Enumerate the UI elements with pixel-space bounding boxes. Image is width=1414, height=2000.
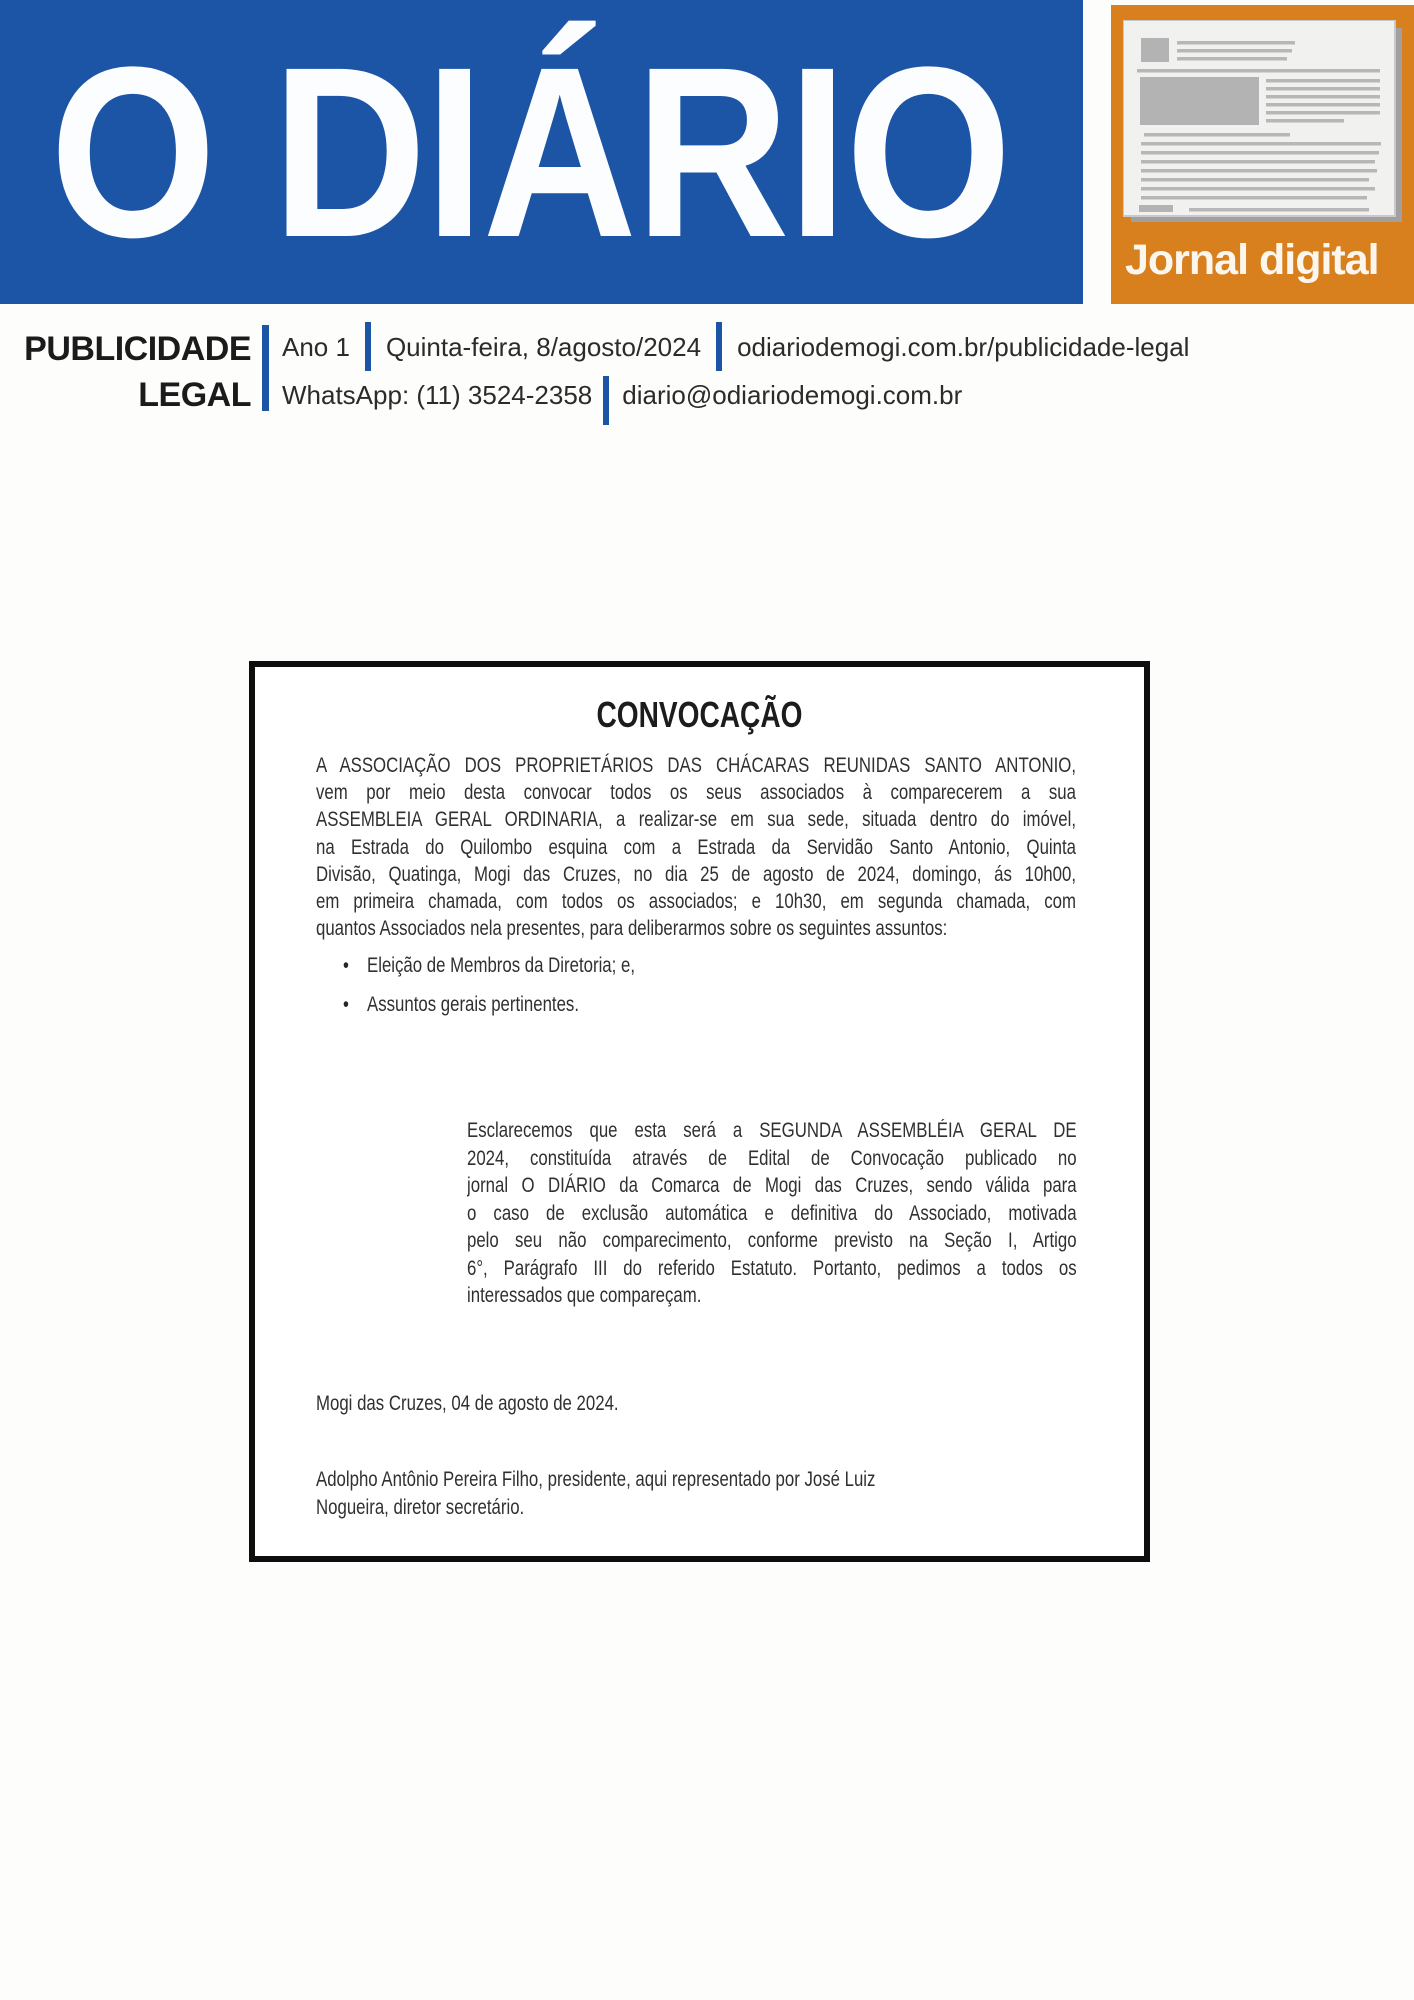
masthead-logo-panel xyxy=(0,0,1083,304)
paragraph-line: jornal O DIÁRIO da Comarca de Mogi das Cruzes, sendo válida para xyxy=(467,1174,1077,1197)
notice-signature xyxy=(316,1466,1076,1522)
section-title xyxy=(0,326,251,418)
digital-badge-panel xyxy=(1111,5,1414,304)
paragraph-line: Divisão, Quatinga, Mogi das Cruzes, no dia 25 de agosto de 2024, domingo, ás 10h00, xyxy=(316,862,1076,886)
site-url: odiariodemogi.com.br/publicidade-legal xyxy=(737,332,1190,362)
paragraph-line: Esclarecemos que esta será a SEGUNDA ASSEMBLÉIA GERAL DE xyxy=(467,1119,1077,1142)
notice-paragraph-1 xyxy=(316,752,1076,942)
paragraph-line: em primeira chamada, com todos os associados; e 10h30, em segunda chamada, com xyxy=(316,889,1076,913)
paragraph-line: pelo seu não comparecimento, conforme previsto na Seção I, Artigo xyxy=(467,1229,1077,1252)
agenda-list xyxy=(343,952,903,1018)
bullet-icon: • xyxy=(343,993,349,1017)
divider-bar xyxy=(262,325,269,411)
signature-line: Nogueira, diretor secretário. xyxy=(316,1496,525,1519)
paragraph-line: na Estrada do Quilombo esquina com a Estrada da Servidão Santo Antonio, Quinta xyxy=(316,835,1076,859)
list-item-text: Eleição de Membros da Diretoria; e, xyxy=(367,954,635,977)
bullet-icon: • xyxy=(343,954,349,977)
info-row-2 xyxy=(282,372,962,425)
list-item-text: Assuntos gerais pertinentes. xyxy=(367,993,579,1017)
paragraph-line: o caso de exclusão automática e definitiva do Associado, motivada xyxy=(467,1201,1077,1225)
signature-line: Adolpho Antônio Pereira Filho, presidente, aqui representado por José Luiz xyxy=(316,1468,876,1491)
paragraph-line: 2024, constituída através de Edital de Convocação publicado no xyxy=(467,1146,1077,1170)
legal-notice-document xyxy=(249,661,1150,1562)
digital-tagline: Jornal digital xyxy=(1125,236,1379,284)
divider-bar xyxy=(716,322,722,371)
info-row-1 xyxy=(282,324,1189,371)
divider-bar xyxy=(603,376,609,425)
edition-label: Ano 1 xyxy=(282,332,350,362)
list-item xyxy=(343,952,903,979)
paragraph-line: vem por meio desta convocar todos os seus associados à comparecerem a sua xyxy=(316,781,1076,805)
paragraph-line: quantos Associados nela presentes, para deliberarmos sobre os seguintes assuntos: xyxy=(316,917,948,941)
divider-bar xyxy=(365,322,371,371)
paragraph-line: A ASSOCIAÇÃO DOS PROPRIETÁRIOS DAS CHÁCARAS REUNIDAS SANTO ANTONIO, xyxy=(316,754,1076,777)
list-item xyxy=(343,991,903,1018)
email-label: diario@odiariodemogi.com.br xyxy=(622,380,963,410)
newspaper-icon xyxy=(1123,20,1402,222)
notice-paragraph-2 xyxy=(467,1117,1077,1310)
section-title-line2: LEGAL xyxy=(138,376,251,414)
date-label: Quinta-feira, 8/agosto/2024 xyxy=(385,332,702,362)
whatsapp-label: WhatsApp: (11) 3524-2358 xyxy=(282,380,593,410)
newspaper-logo: O DIÁRIO xyxy=(50,17,1011,288)
notice-date-line: Mogi das Cruzes, 04 de agosto de 2024. xyxy=(316,1392,619,1415)
paragraph-line: interessados que compareçam. xyxy=(467,1284,702,1307)
paragraph-line: ASSEMBLEIA GERAL ORDINARIA, a realizar-se em sua sede, situada dentro do imóvel, xyxy=(316,808,1076,832)
section-title-line1: PUBLICIDADE xyxy=(24,330,251,368)
notice-title: CONVOCAÇÃO xyxy=(596,694,803,735)
paragraph-line: 6°, Parágrafo III do referido Estatuto. Portanto, pedimos a todos os xyxy=(467,1256,1077,1280)
